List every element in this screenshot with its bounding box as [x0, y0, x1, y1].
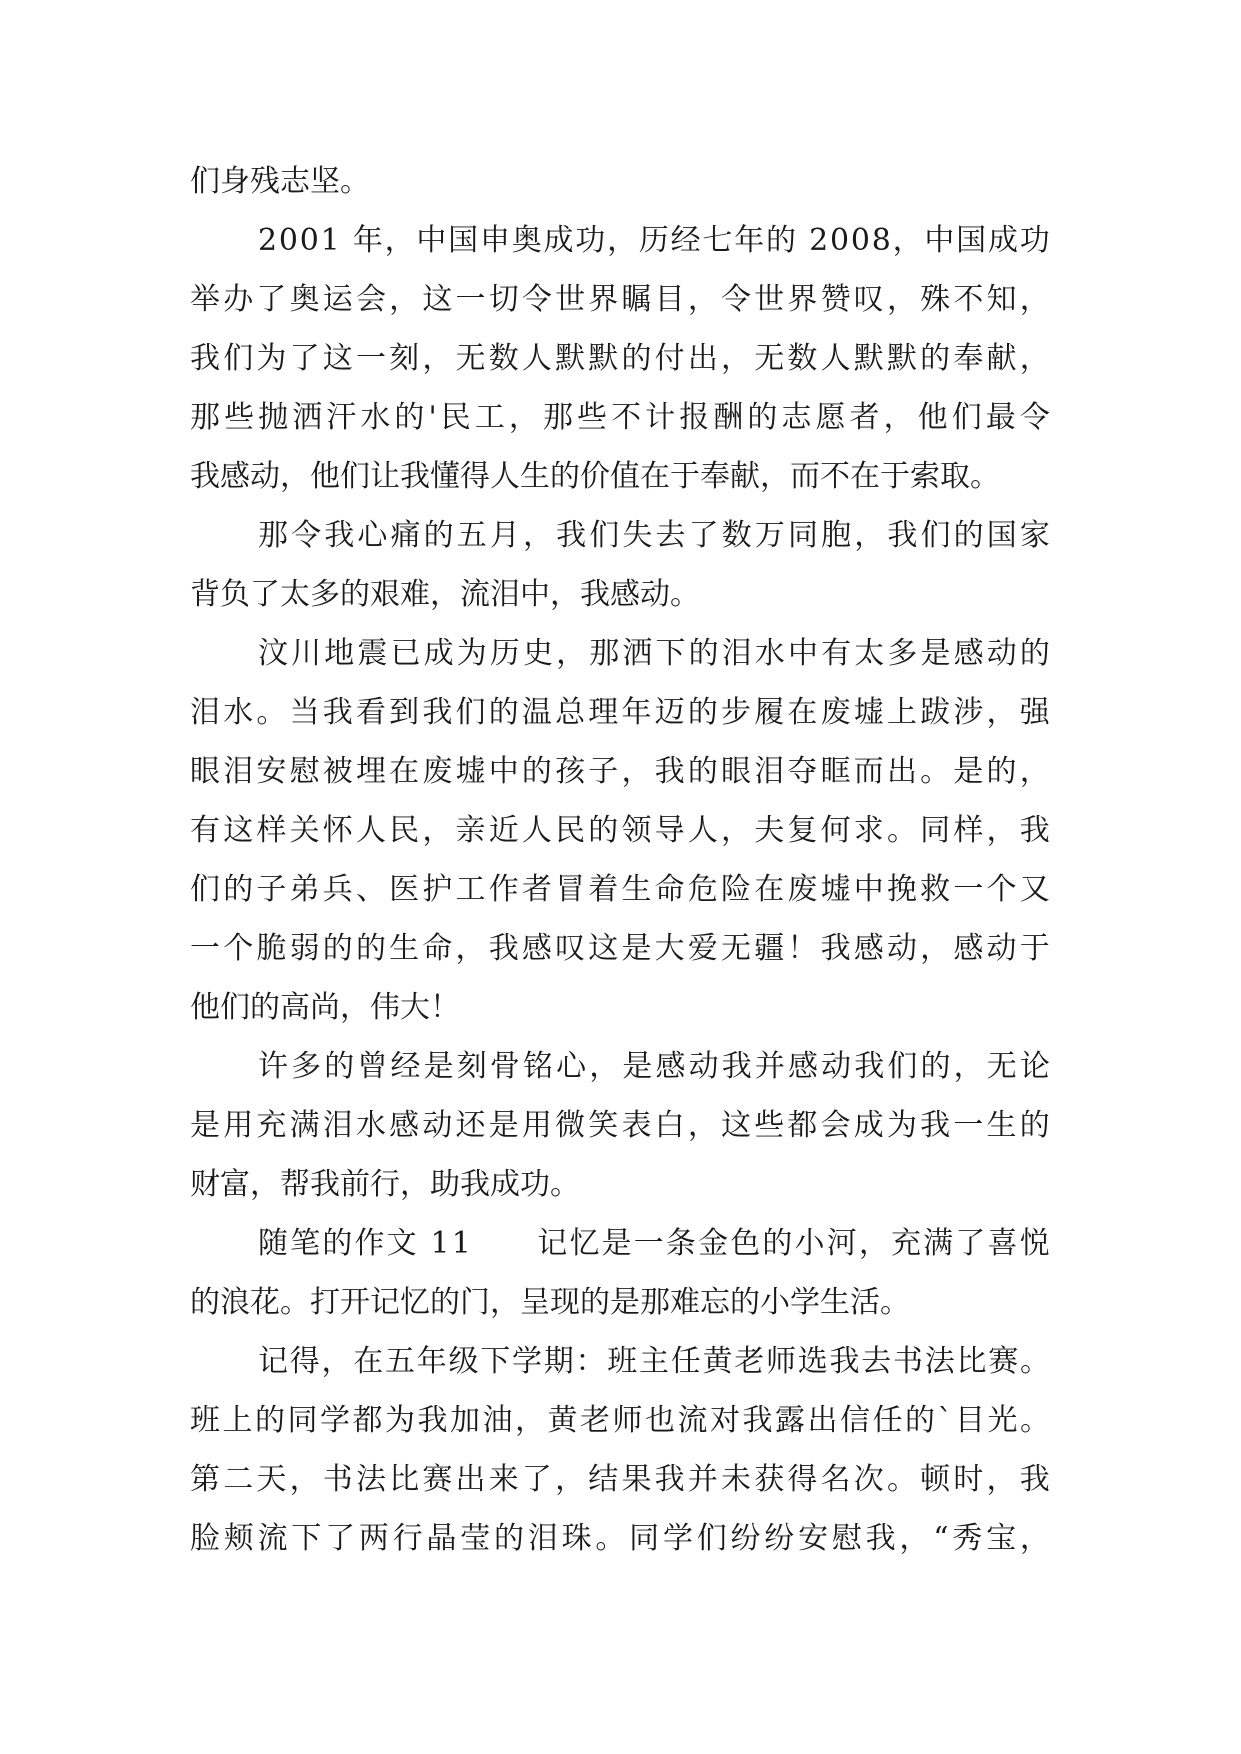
text-line: 们 的 子 弟 兵 、 医 护 工 作 者 冒 着 生 命 危 险 在 废 墟 中 挽 救 一 个 又: [190, 872, 1050, 907]
text-line: 举 办 了 奥 运 会 ， 这 一 切 令 世 界 瞩 目 ， 令 世 界 赞 叹 ， 殊 不 知 ，: [190, 282, 1050, 317]
text-line: 我感动，他们让我懂得人生的价值在于奉献，而不在于索取。: [190, 459, 1000, 494]
text-line: 班 上 的 同 学 都 为 我 加 油 ， 黄 老 师 也 流 对 我 露 出 信 任 的 ` 目 光 。: [190, 1403, 1050, 1438]
text-line: 财富，帮我前行，助我成功。: [190, 1167, 580, 1202]
text-line: 第 二 天 ， 书 法 比 赛 出 来 了 ， 结 果 我 并 未 获 得 名 次 。 顿 时 ， 我: [190, 1462, 1050, 1497]
text-line: 随 笔 的 作 文 1 1 记 忆 是 一 条 金 色 的 小 河 ， 充 满 了 喜 悦: [258, 1226, 1050, 1261]
text-line: 脸 颊 流 下 了 两 行 晶 莹 的 泪 珠 。 同 学 们 纷 纷 安 慰 我 ， “ 秀 宝 ，: [190, 1521, 1050, 1556]
text-line: 眼 泪 安 慰 被 埋 在 废 墟 中 的 孩 子 ， 我 的 眼 泪 夺 眶 而 出 。 是 的 ，: [190, 754, 1050, 789]
text-line: 汶 川 地 震 已 成 为 历 史 ， 那 洒 下 的 泪 水 中 有 太 多 是 感 动 的: [258, 636, 1050, 671]
text-line: 有 这 样 关 怀 人 民 ， 亲 近 人 民 的 领 导 人 ， 夫 复 何 求 。 同 样 ， 我: [190, 813, 1050, 848]
text-line: 背负了太多的艰难，流泪中，我感动。: [190, 577, 700, 612]
text-line: 是 用 充 满 泪 水 感 动 还 是 用 微 笑 表 白 ， 这 些 都 会 成 为 我 一 生 的: [190, 1108, 1050, 1143]
text-line: 们身残志坚。: [190, 164, 370, 199]
text-line: 2 0 0 1 年 ， 中 国 申 奥 成 功 ， 历 经 七 年 的 2 0 0 8 ， 中 国 成 功: [258, 223, 1050, 258]
text-line: 我 们 为 了 这 一 刻 ， 无 数 人 默 默 的 付 出 ， 无 数 人 默 默 的 奉 献 ，: [190, 341, 1050, 376]
text-line: 那 令 我 心 痛 的 五 月 ， 我 们 失 去 了 数 万 同 胞 ， 我 们 的 国 家: [258, 518, 1050, 553]
text-line: 泪 水 。 当 我 看 到 我 们 的 温 总 理 年 迈 的 步 履 在 废 墟 上 跋 涉 ， 强: [190, 695, 1050, 730]
text-line: 他们的高尚，伟大！: [190, 990, 460, 1025]
text-line: 一 个 脆 弱 的 的 生 命 ， 我 感 叹 这 是 大 爱 无 疆 ！ 我 感 动 ， 感 动 于: [190, 931, 1050, 966]
text-line: 的浪花。打开记忆的门，呈现的是那难忘的小学生活。: [190, 1285, 910, 1320]
text-line: 记 得 ， 在 五 年 级 下 学 期 ： 班 主 任 黄 老 师 选 我 去 书 法 比 赛 。: [258, 1344, 1050, 1379]
text-line: 许 多 的 曾 经 是 刻 骨 铭 心 ， 是 感 动 我 并 感 动 我 们 的 ， 无 论: [258, 1049, 1050, 1084]
document-body: [190, 152, 1050, 1568]
text-line: 那 些 抛 洒 汗 水 的 ' 民 工 ， 那 些 不 计 报 酬 的 志 愿 者 ， 他 们 最 令: [190, 400, 1050, 435]
